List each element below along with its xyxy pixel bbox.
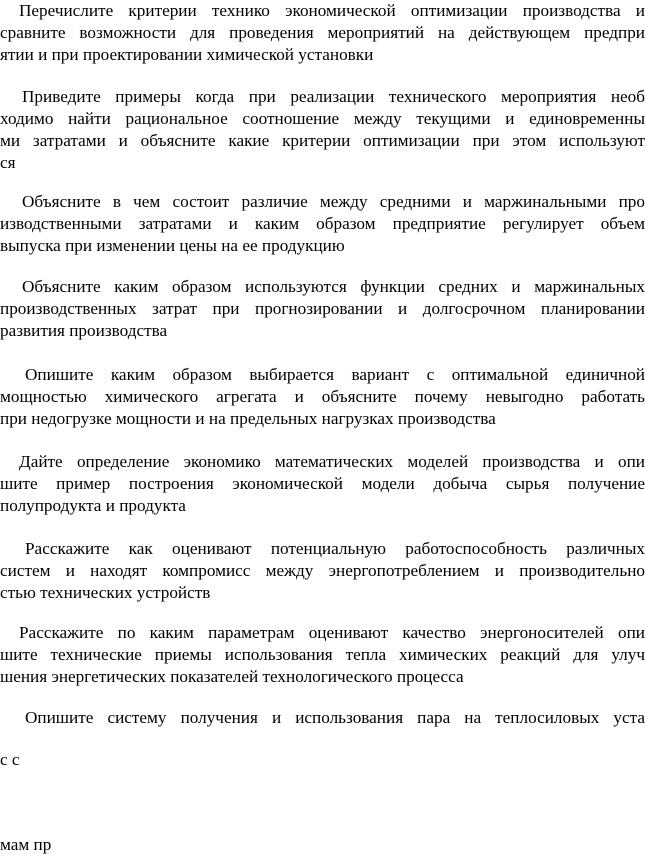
- paragraph-line: изводственными затратами и каким образом предприятие регулирует объем: [0, 214, 645, 233]
- paragraph-line: Перечислите критерии технико экономической оптимизации производства и: [19, 1, 645, 20]
- question-paragraph: [0, 451, 645, 517]
- question-paragraph: [0, 86, 645, 174]
- paragraph-line: стью технических устройств: [0, 583, 211, 602]
- question-paragraph: [0, 622, 645, 688]
- paragraph-line: мощностью химического агрегата и объясните почему невыгодно работать: [0, 387, 645, 406]
- paragraph-line: Дайте определение экономико математических моделей производства и опи: [19, 452, 645, 471]
- paragraph-line: систем и находят компромисс между энергопотреблением и производительно: [0, 561, 645, 580]
- paragraph-line: Объясните в чем состоит различие между средними и маржинальными про: [22, 192, 645, 211]
- paragraph-line: шите пример построения экономической модели добыча сырья получение: [0, 474, 645, 493]
- paragraph-line: Расскажите как оценивают потенциальную работоспособность различных: [25, 539, 645, 558]
- question-paragraph: [0, 707, 645, 729]
- paragraph-line: Объясните каким образом используются функции средних и маржинальных: [22, 277, 645, 296]
- paragraph-line: развития производства: [0, 321, 168, 340]
- paragraph-line: ятии и при проектировании химической установки: [0, 45, 374, 64]
- paragraph-line: Приведите примеры когда при реализации технического мероприятия необ: [22, 87, 645, 106]
- paragraph-line: полупродукта и продукта: [0, 496, 186, 515]
- paragraph-line: производственных затрат при прогнозировании и долгосрочном планировании: [0, 299, 645, 318]
- question-paragraph: [0, 191, 645, 257]
- question-paragraph: [0, 0, 645, 66]
- paragraph-line: выпуска при изменении цены на ее продукцию: [0, 236, 345, 255]
- question-paragraph: [0, 538, 645, 604]
- paragraph-line: ся: [0, 153, 16, 172]
- paragraph-line: при недогрузке мощности и на предельных нагрузках производства: [0, 409, 496, 428]
- paragraph-line: шите технические приемы использования тепла химических реакций для улуч: [0, 645, 645, 664]
- paragraph-line: Расскажите по каким параметрам оценивают качество энергоносителей опи: [19, 623, 645, 642]
- paragraph-line: Опишите каким образом выбирается вариант с оптимальной единичной: [25, 365, 645, 384]
- paragraph-line: Опишите систему получения и использования пара на теплосиловых уста: [25, 708, 645, 727]
- text-fragment: с с: [0, 750, 20, 769]
- paragraph-line: ми затратами и объясните какие критерии оптимизации при этом используют: [0, 131, 645, 150]
- paragraph-line: сравните возможности для проведения мероприятий на действующем предпри: [0, 23, 645, 42]
- paragraph-line: ходимо найти рациональное соотношение между текущими и единовременны: [0, 109, 645, 128]
- question-paragraph: [0, 276, 645, 342]
- question-paragraph: [0, 364, 645, 430]
- paragraph-line: шения энергетических показателей технологического процесса: [0, 667, 464, 686]
- text-fragment: мам пр: [0, 835, 52, 854]
